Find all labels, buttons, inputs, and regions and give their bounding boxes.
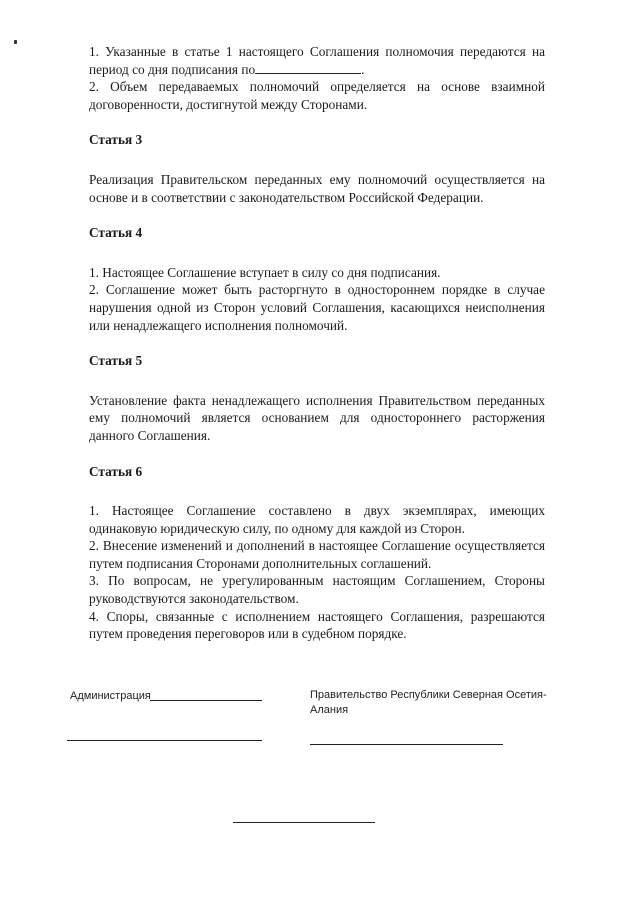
article6-heading: Статья 6: [89, 463, 143, 479]
article4-heading: Статья 4: [89, 225, 143, 241]
article3-paragraph-1: Реализация Правительском переданных ему полномочий осуществляется на основе и в соответствии с законодательством Российской Федерации.: [89, 171, 545, 205]
government-signature-line: [310, 744, 503, 745]
administration-name-line: [67, 740, 262, 741]
administration-signature-label: Администрация: [70, 690, 151, 702]
article6-paragraph-3: 3. По вопросам, не урегулированным настоящим Соглашением, Стороны руководствуются законодательством.: [89, 573, 545, 607]
footer-line: [233, 822, 375, 823]
scan-speck: [14, 40, 17, 44]
article2-p1-suffix: .: [361, 61, 365, 77]
article5-heading: Статья 5: [89, 353, 143, 369]
article6-paragraph-4: 4. Споры, связанные с исполнением настоящего Соглашения, разрешаются путем проведения переговоров или в судебном порядке.: [89, 608, 545, 642]
article2-paragraph-2: 2. Объем передаваемых полномочий определяется на основе взаимной договоренности, достигнутой между Сторонами.: [89, 79, 545, 112]
article5-paragraph-1: Установление факта ненадлежащего исполнения Правительством переданных ему полномочий является основанием для одностороннего расторжения данного Соглашения.: [89, 392, 545, 443]
article4-paragraph-2: 2. Соглашение может быть расторгнуто в одностороннем порядке в случае нарушения одной из Сторон условий Соглашения, касающихся неисполнения или ненадлежащего исполнения полномочий.: [89, 282, 545, 333]
period-blank-line: [255, 63, 361, 74]
article6-paragraph-2: 2. Внесение изменений и дополнений в настоящее Соглашение осуществляется путем подписания Сторонами дополнительных соглашений.: [89, 538, 545, 571]
article4-paragraph-1: 1. Настоящее Соглашение вступает в силу со дня подписания.: [89, 264, 441, 280]
administration-signature-line: [150, 700, 262, 701]
article3-heading: Статья 3: [89, 132, 143, 148]
document-body: [89, 43, 545, 643]
article6-paragraph-1: 1. Настоящее Соглашение составлено в двух экземплярах, имеющих одинаковую юридическую силу, по одному для каждой из Сторон.: [89, 503, 545, 536]
article2-paragraph-1: [89, 43, 545, 78]
government-signature-label: Правительство Республики Северная Осетия-Алания: [310, 689, 547, 716]
article2-p1-text: 1. Указанные в статье 1 настоящего Соглашения полномочия передаются на период со дня подписания по: [89, 44, 545, 77]
